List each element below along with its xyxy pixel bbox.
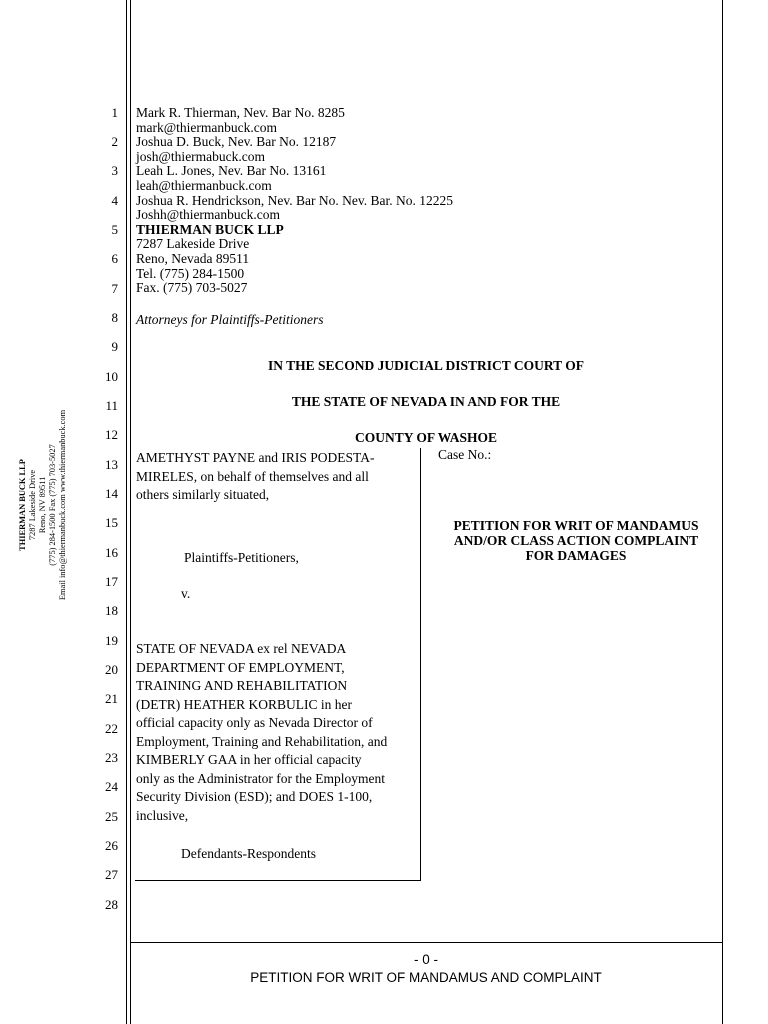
attorney-email: Joshh@thiermanbuck.com (136, 207, 281, 223)
document-title-line: PETITION FOR WRIT OF MANDAMUS (453, 518, 699, 533)
sidebar-firm-city: Reno, NV 89511 (38, 476, 47, 534)
document-title-line: AND/OR CLASS ACTION COMPLAINT (453, 533, 699, 548)
footer-rule (130, 942, 722, 943)
defendants-line: DEPARTMENT OF EMPLOYMENT, (136, 659, 345, 675)
attorney-line: Mark R. Thierman, Nev. Bar No. 8285 (136, 105, 345, 120)
line-number: 23 (105, 750, 118, 765)
defendants-line: inclusive, (136, 807, 189, 823)
sidebar-firm-phone: (775) 284-1500 Fax (775) 703-5027 (48, 444, 57, 566)
sidebar-firm-name: THIERMAN BUCK LLP (18, 459, 27, 551)
left-margin-line-inner (130, 0, 131, 1024)
footer-title: PETITION FOR WRIT OF MANDAMUS AND COMPLAINT (250, 970, 602, 985)
line-number: 22 (105, 721, 118, 736)
line-number: 17 (105, 574, 118, 589)
firm-name: THIERMAN BUCK LLP (136, 221, 284, 237)
line-number: 1 (111, 105, 118, 120)
sidebar-firm-street: 7287 Lakeside Drive (28, 469, 37, 541)
court-heading-line1: IN THE SECOND JUDICIAL DISTRICT COURT OF (267, 358, 585, 373)
firm-tel: Tel. (775) 284-1500 (136, 265, 245, 281)
court-heading-line3: COUNTY OF WASHOE (354, 430, 498, 445)
line-number: 4 (111, 193, 118, 208)
sidebar-firm-email: Email info@thiermanbuck.com www.thiermanbuck.com (58, 409, 67, 601)
line-number: 12 (105, 427, 118, 442)
line-number: 3 (111, 163, 118, 178)
line-number: 5 (111, 222, 118, 237)
plaintiffs-line: others similarly situated, (136, 487, 270, 502)
defendants-line: Security Division (ESD); and DOES 1-100, (136, 789, 373, 804)
defendants-line: STATE OF NEVADA ex rel NEVADA (136, 641, 347, 656)
defendants-role: Defendants-Respondents (181, 846, 316, 861)
right-margin-line (722, 0, 723, 1024)
attorneys-for: Attorneys for Plaintiffs-Petitioners (136, 312, 324, 327)
line-number: 8 (111, 310, 118, 325)
left-margin-line (126, 0, 127, 1024)
firm-city: Reno, Nevada 89511 (136, 250, 250, 266)
attorney-line: Joshua R. Hendrickson, Nev. Bar No. Nev. Bar. No. 12225 (136, 192, 453, 208)
plaintiffs-block (136, 449, 374, 505)
attorney-email: leah@thiermanbuck.com (136, 177, 272, 193)
line-number: 28 (105, 897, 118, 912)
line-number: 16 (105, 545, 118, 560)
plaintiffs-role: Plaintiffs-Petitioners, (184, 550, 299, 565)
line-number: 13 (105, 457, 118, 472)
court-heading-line2: THE STATE OF NEVADA IN AND FOR THE (291, 394, 561, 409)
firm-street: 7287 Lakeside Drive (136, 236, 250, 252)
attorney-block (136, 106, 453, 296)
line-number: 2 (111, 134, 118, 149)
sidebar-firm-info (18, 355, 68, 655)
page-number: - 0 - (413, 952, 438, 967)
line-number: 9 (111, 339, 118, 354)
plaintiffs-line: AMETHYST PAYNE and IRIS PODESTA- (136, 450, 375, 465)
line-number: 11 (105, 398, 118, 413)
line-number: 7 (111, 281, 118, 296)
line-number: 21 (105, 691, 118, 706)
defendants-block (136, 640, 387, 825)
line-number: 15 (105, 515, 118, 530)
line-number: 18 (105, 603, 118, 618)
line-number: 24 (105, 779, 118, 794)
line-number: 20 (105, 662, 118, 677)
defendants-line: KIMBERLY GAA in her official capacity (136, 752, 362, 767)
firm-fax: Fax. (775) 703-5027 (136, 280, 248, 296)
attorney-line: Joshua D. Buck, Nev. Bar No. 12187 (136, 134, 337, 150)
line-number: 27 (105, 867, 118, 882)
caption-bottom-rule (135, 880, 421, 881)
defendants-line: Employment, Training and Rehabilitation, and (136, 733, 388, 749)
attorney-line: Leah L. Jones, Nev. Bar No. 13161 (136, 163, 327, 179)
defendants-line: TRAINING AND REHABILITATION (136, 678, 348, 693)
versus: v. (181, 586, 191, 601)
attorney-email: mark@thiermanbuck.com (136, 119, 278, 135)
attorney-email: josh@thiermabuck.com (136, 148, 266, 164)
line-number: 14 (105, 486, 118, 501)
document-title-line: FOR DAMAGES (525, 548, 627, 563)
line-number: 25 (105, 809, 118, 824)
defendants-line: only as the Administrator for the Employment (136, 770, 385, 786)
line-number: 10 (105, 369, 118, 384)
defendants-line: official capacity only as Nevada Director of (136, 715, 373, 730)
defendants-line: (DETR) HEATHER KORBULIC in her (136, 696, 352, 712)
document-title (430, 518, 722, 563)
caption-vertical-rule (420, 448, 421, 881)
line-number: 26 (105, 838, 118, 853)
line-number: 6 (111, 251, 118, 266)
plaintiffs-line: MIRELES, on behalf of themselves and all (136, 468, 369, 484)
line-number: 19 (105, 633, 118, 648)
case-number-label: Case No.: (438, 447, 492, 462)
